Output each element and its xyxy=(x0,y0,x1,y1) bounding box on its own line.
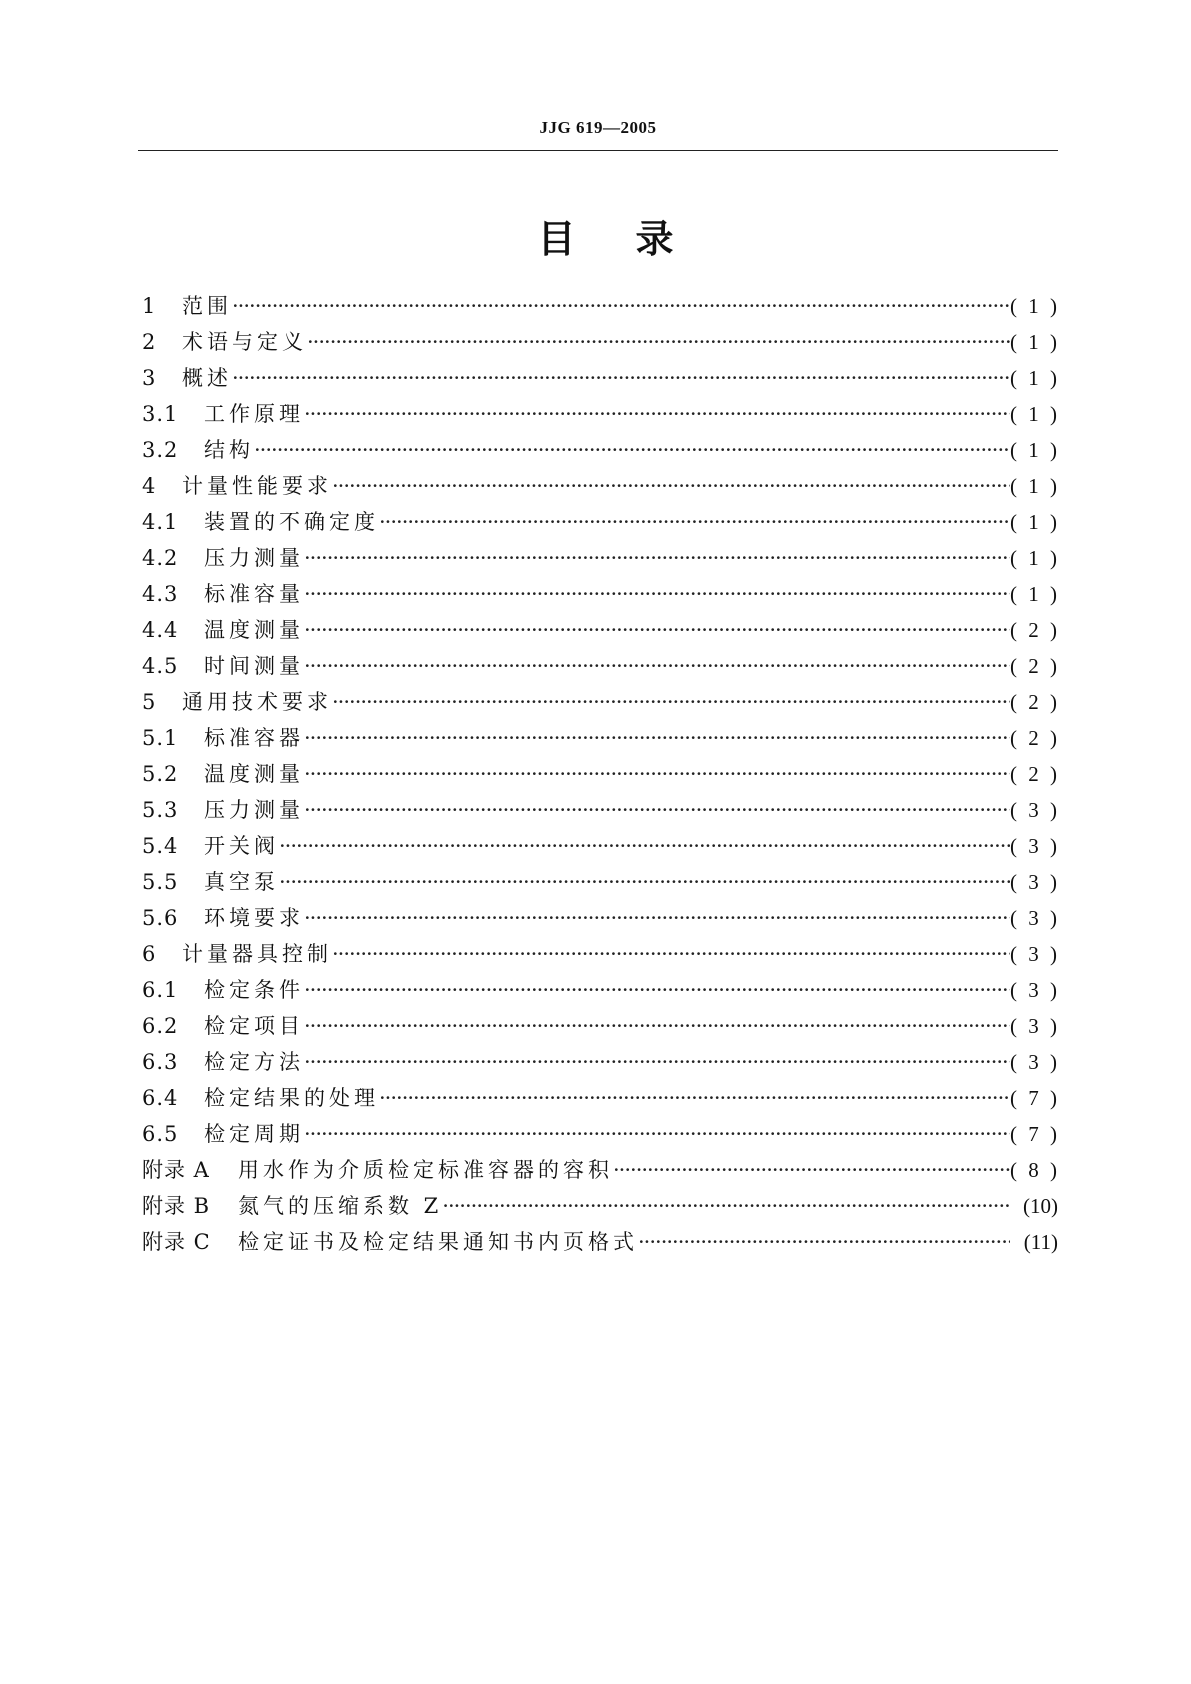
toc-dot-leader xyxy=(332,468,1010,504)
toc-entry-title: 检定条件 xyxy=(204,978,304,1002)
toc-entry-page: ( 3 ) xyxy=(1010,870,1060,894)
toc-entry[interactable] xyxy=(142,1152,1058,1188)
toc-dot-leader xyxy=(304,1044,1010,1080)
toc-entry-page: ( 1 ) xyxy=(1010,438,1060,462)
toc-entry-page: ( 2 ) xyxy=(1010,690,1060,714)
toc-entry[interactable] xyxy=(142,864,1058,900)
toc-entry-title: 用水作为介质检定标准容器的容积 xyxy=(238,1158,613,1182)
toc-entry-number: 4.3 xyxy=(142,582,179,606)
toc-entry-page: ( 1 ) xyxy=(1010,294,1060,318)
toc-entry[interactable] xyxy=(142,1188,1058,1224)
toc-entry[interactable] xyxy=(142,1044,1058,1080)
toc-entry-page: (11) xyxy=(1023,1230,1058,1254)
toc-entry-number: 5.5 xyxy=(142,870,179,894)
toc-dot-leader xyxy=(279,864,1010,900)
toc-dot-leader xyxy=(279,828,1010,864)
toc-entry-page: ( 1 ) xyxy=(1010,474,1060,498)
toc-entry-title: 开关阀 xyxy=(204,834,279,858)
toc-entry-title: 工作原理 xyxy=(204,402,304,426)
toc-entry-title: 温度测量 xyxy=(204,762,304,786)
toc-entry-number: 3.1 xyxy=(142,402,179,426)
toc-entry-title: 氮气的压缩系数 Z xyxy=(238,1194,443,1218)
toc-entry-title: 检定结果的处理 xyxy=(204,1086,379,1110)
toc-entry-number: 4.4 xyxy=(142,618,179,642)
toc-dot-leader xyxy=(379,1080,1010,1116)
toc-dot-leader xyxy=(307,324,1010,360)
toc-dot-leader xyxy=(304,792,1010,828)
toc-entry-title: 标准容器 xyxy=(204,726,304,750)
toc-entry-number: 5.1 xyxy=(142,726,179,750)
title-char-2: 录 xyxy=(635,217,674,261)
toc-dot-leader xyxy=(332,684,1010,720)
toc-entry-title: 通用技术要求 xyxy=(182,690,332,714)
toc-entry-number: 4.5 xyxy=(142,654,179,678)
toc-entry-page: ( 2 ) xyxy=(1010,762,1060,786)
toc-entry[interactable] xyxy=(142,360,1058,396)
toc-entry-page: ( 3 ) xyxy=(1010,906,1060,930)
toc-entry-number: 5.2 xyxy=(142,762,179,786)
title-char-1: 目 xyxy=(537,217,576,261)
toc-entry[interactable] xyxy=(142,612,1058,648)
toc-entry-title: 检定方法 xyxy=(204,1050,304,1074)
toc-entry-number: 5 xyxy=(142,690,157,714)
toc-entry-title: 范围 xyxy=(182,294,232,318)
toc-entry-number: 6 xyxy=(142,942,157,966)
toc-entry-page: (10) xyxy=(1023,1194,1058,1218)
toc-entry-title: 压力测量 xyxy=(204,546,304,570)
toc-entry-number: 4.1 xyxy=(142,510,179,534)
toc-dot-leader xyxy=(304,756,1010,792)
toc-entry[interactable] xyxy=(142,1080,1058,1116)
toc-entry[interactable] xyxy=(142,468,1058,504)
toc-entry[interactable] xyxy=(142,432,1058,468)
toc-entry-number: 5.4 xyxy=(142,834,179,858)
toc-entry[interactable] xyxy=(142,540,1058,576)
toc-entry-page: ( 3 ) xyxy=(1010,942,1060,966)
toc-entry[interactable] xyxy=(142,720,1058,756)
toc-entry-page: ( 3 ) xyxy=(1010,978,1060,1002)
toc-entry-number: 3 xyxy=(142,366,157,390)
toc-entry-number: 6.2 xyxy=(142,1014,179,1038)
toc-entry-title: 检定项目 xyxy=(204,1014,304,1038)
toc-entry-number: 6.4 xyxy=(142,1086,179,1110)
toc-entry-number: 3.2 xyxy=(142,438,179,462)
toc-dot-leader xyxy=(304,396,1010,432)
toc-dot-leader xyxy=(638,1224,1010,1260)
toc-entry-number: 6.1 xyxy=(142,978,179,1002)
toc-entry-number: 附录 C xyxy=(142,1230,211,1254)
toc-entry[interactable] xyxy=(142,1116,1058,1152)
toc-entry-number: 5.3 xyxy=(142,798,179,822)
toc-dot-leader xyxy=(304,576,1010,612)
toc-dot-leader xyxy=(442,1188,1010,1224)
toc-dot-leader xyxy=(613,1152,1010,1188)
toc-entry[interactable] xyxy=(142,288,1058,324)
toc-entry-title: 术语与定义 xyxy=(182,330,307,354)
toc-entry[interactable] xyxy=(142,576,1058,612)
toc-entry-title: 结构 xyxy=(204,438,254,462)
toc-entry-page: ( 8 ) xyxy=(1010,1158,1060,1182)
toc-entry-page: ( 3 ) xyxy=(1010,834,1060,858)
toc-entry[interactable] xyxy=(142,756,1058,792)
toc-entry-page: ( 2 ) xyxy=(1010,726,1060,750)
toc-entry-title: 温度测量 xyxy=(204,618,304,642)
document-code-header: JJG 619—2005 xyxy=(539,118,657,137)
toc-entry[interactable] xyxy=(142,1224,1058,1260)
toc-entry[interactable] xyxy=(142,972,1058,1008)
toc-dot-leader xyxy=(304,720,1010,756)
toc-entry-title: 检定周期 xyxy=(204,1122,304,1146)
toc-dot-leader xyxy=(304,648,1010,684)
toc-dot-leader xyxy=(332,936,1010,972)
toc-entry[interactable] xyxy=(142,648,1058,684)
toc-entry-title: 标准容量 xyxy=(204,582,304,606)
toc-entry-page: ( 1 ) xyxy=(1010,402,1060,426)
toc-entry-title: 真空泵 xyxy=(204,870,279,894)
toc-entry[interactable] xyxy=(142,504,1058,540)
toc-entry-title: 检定证书及检定结果通知书内页格式 xyxy=(238,1230,638,1254)
table-of-contents xyxy=(142,288,1058,1260)
toc-entry-title: 压力测量 xyxy=(204,798,304,822)
toc-dot-leader xyxy=(379,504,1010,540)
toc-entry-page: ( 1 ) xyxy=(1010,330,1060,354)
toc-dot-leader xyxy=(304,972,1010,1008)
toc-entry-page: ( 3 ) xyxy=(1010,798,1060,822)
toc-entry-page: ( 1 ) xyxy=(1010,510,1060,534)
toc-entry-title: 概述 xyxy=(182,366,232,390)
toc-entry-page: ( 1 ) xyxy=(1010,546,1060,570)
toc-entry-page: ( 1 ) xyxy=(1010,582,1060,606)
toc-entry[interactable] xyxy=(142,792,1058,828)
toc-entry[interactable] xyxy=(142,324,1058,360)
toc-entry-title: 计量性能要求 xyxy=(182,474,332,498)
toc-dot-leader xyxy=(232,360,1010,396)
toc-entry[interactable] xyxy=(142,396,1058,432)
toc-entry-number: 1 xyxy=(142,294,157,318)
toc-dot-leader xyxy=(304,1008,1010,1044)
toc-dot-leader xyxy=(304,900,1010,936)
toc-entry-page: ( 2 ) xyxy=(1010,618,1060,642)
toc-entry[interactable] xyxy=(142,1008,1058,1044)
toc-dot-leader xyxy=(304,1116,1010,1152)
toc-entry[interactable] xyxy=(142,828,1058,864)
toc-entry-page: ( 7 ) xyxy=(1010,1122,1060,1146)
toc-entry-number: 6.5 xyxy=(142,1122,179,1146)
toc-entry-title: 时间测量 xyxy=(204,654,304,678)
toc-entry-page: ( 3 ) xyxy=(1010,1014,1060,1038)
toc-entry-page: ( 3 ) xyxy=(1010,1050,1060,1074)
page-title xyxy=(0,208,1191,263)
toc-entry[interactable] xyxy=(142,684,1058,720)
toc-entry-title: 装置的不确定度 xyxy=(204,510,379,534)
toc-entry-number: 附录 A xyxy=(142,1158,210,1182)
toc-entry-number: 2 xyxy=(142,330,157,354)
toc-entry[interactable] xyxy=(142,936,1058,972)
toc-entry-page: ( 1 ) xyxy=(1010,366,1060,390)
header-rule xyxy=(138,150,1058,151)
toc-entry[interactable] xyxy=(142,900,1058,936)
toc-entry-title: 环境要求 xyxy=(204,906,304,930)
toc-entry-page: ( 2 ) xyxy=(1010,654,1060,678)
toc-dot-leader xyxy=(304,540,1010,576)
toc-dot-leader xyxy=(232,288,1010,324)
toc-dot-leader xyxy=(254,432,1010,468)
toc-entry-number: 4.2 xyxy=(142,546,179,570)
toc-entry-title: 计量器具控制 xyxy=(182,942,332,966)
toc-entry-number: 5.6 xyxy=(142,906,179,930)
toc-entry-number: 6.3 xyxy=(142,1050,179,1074)
toc-entry-number: 附录 B xyxy=(142,1194,211,1218)
toc-entry-number: 4 xyxy=(142,474,157,498)
toc-dot-leader xyxy=(304,612,1010,648)
toc-entry-page: ( 7 ) xyxy=(1010,1086,1060,1110)
